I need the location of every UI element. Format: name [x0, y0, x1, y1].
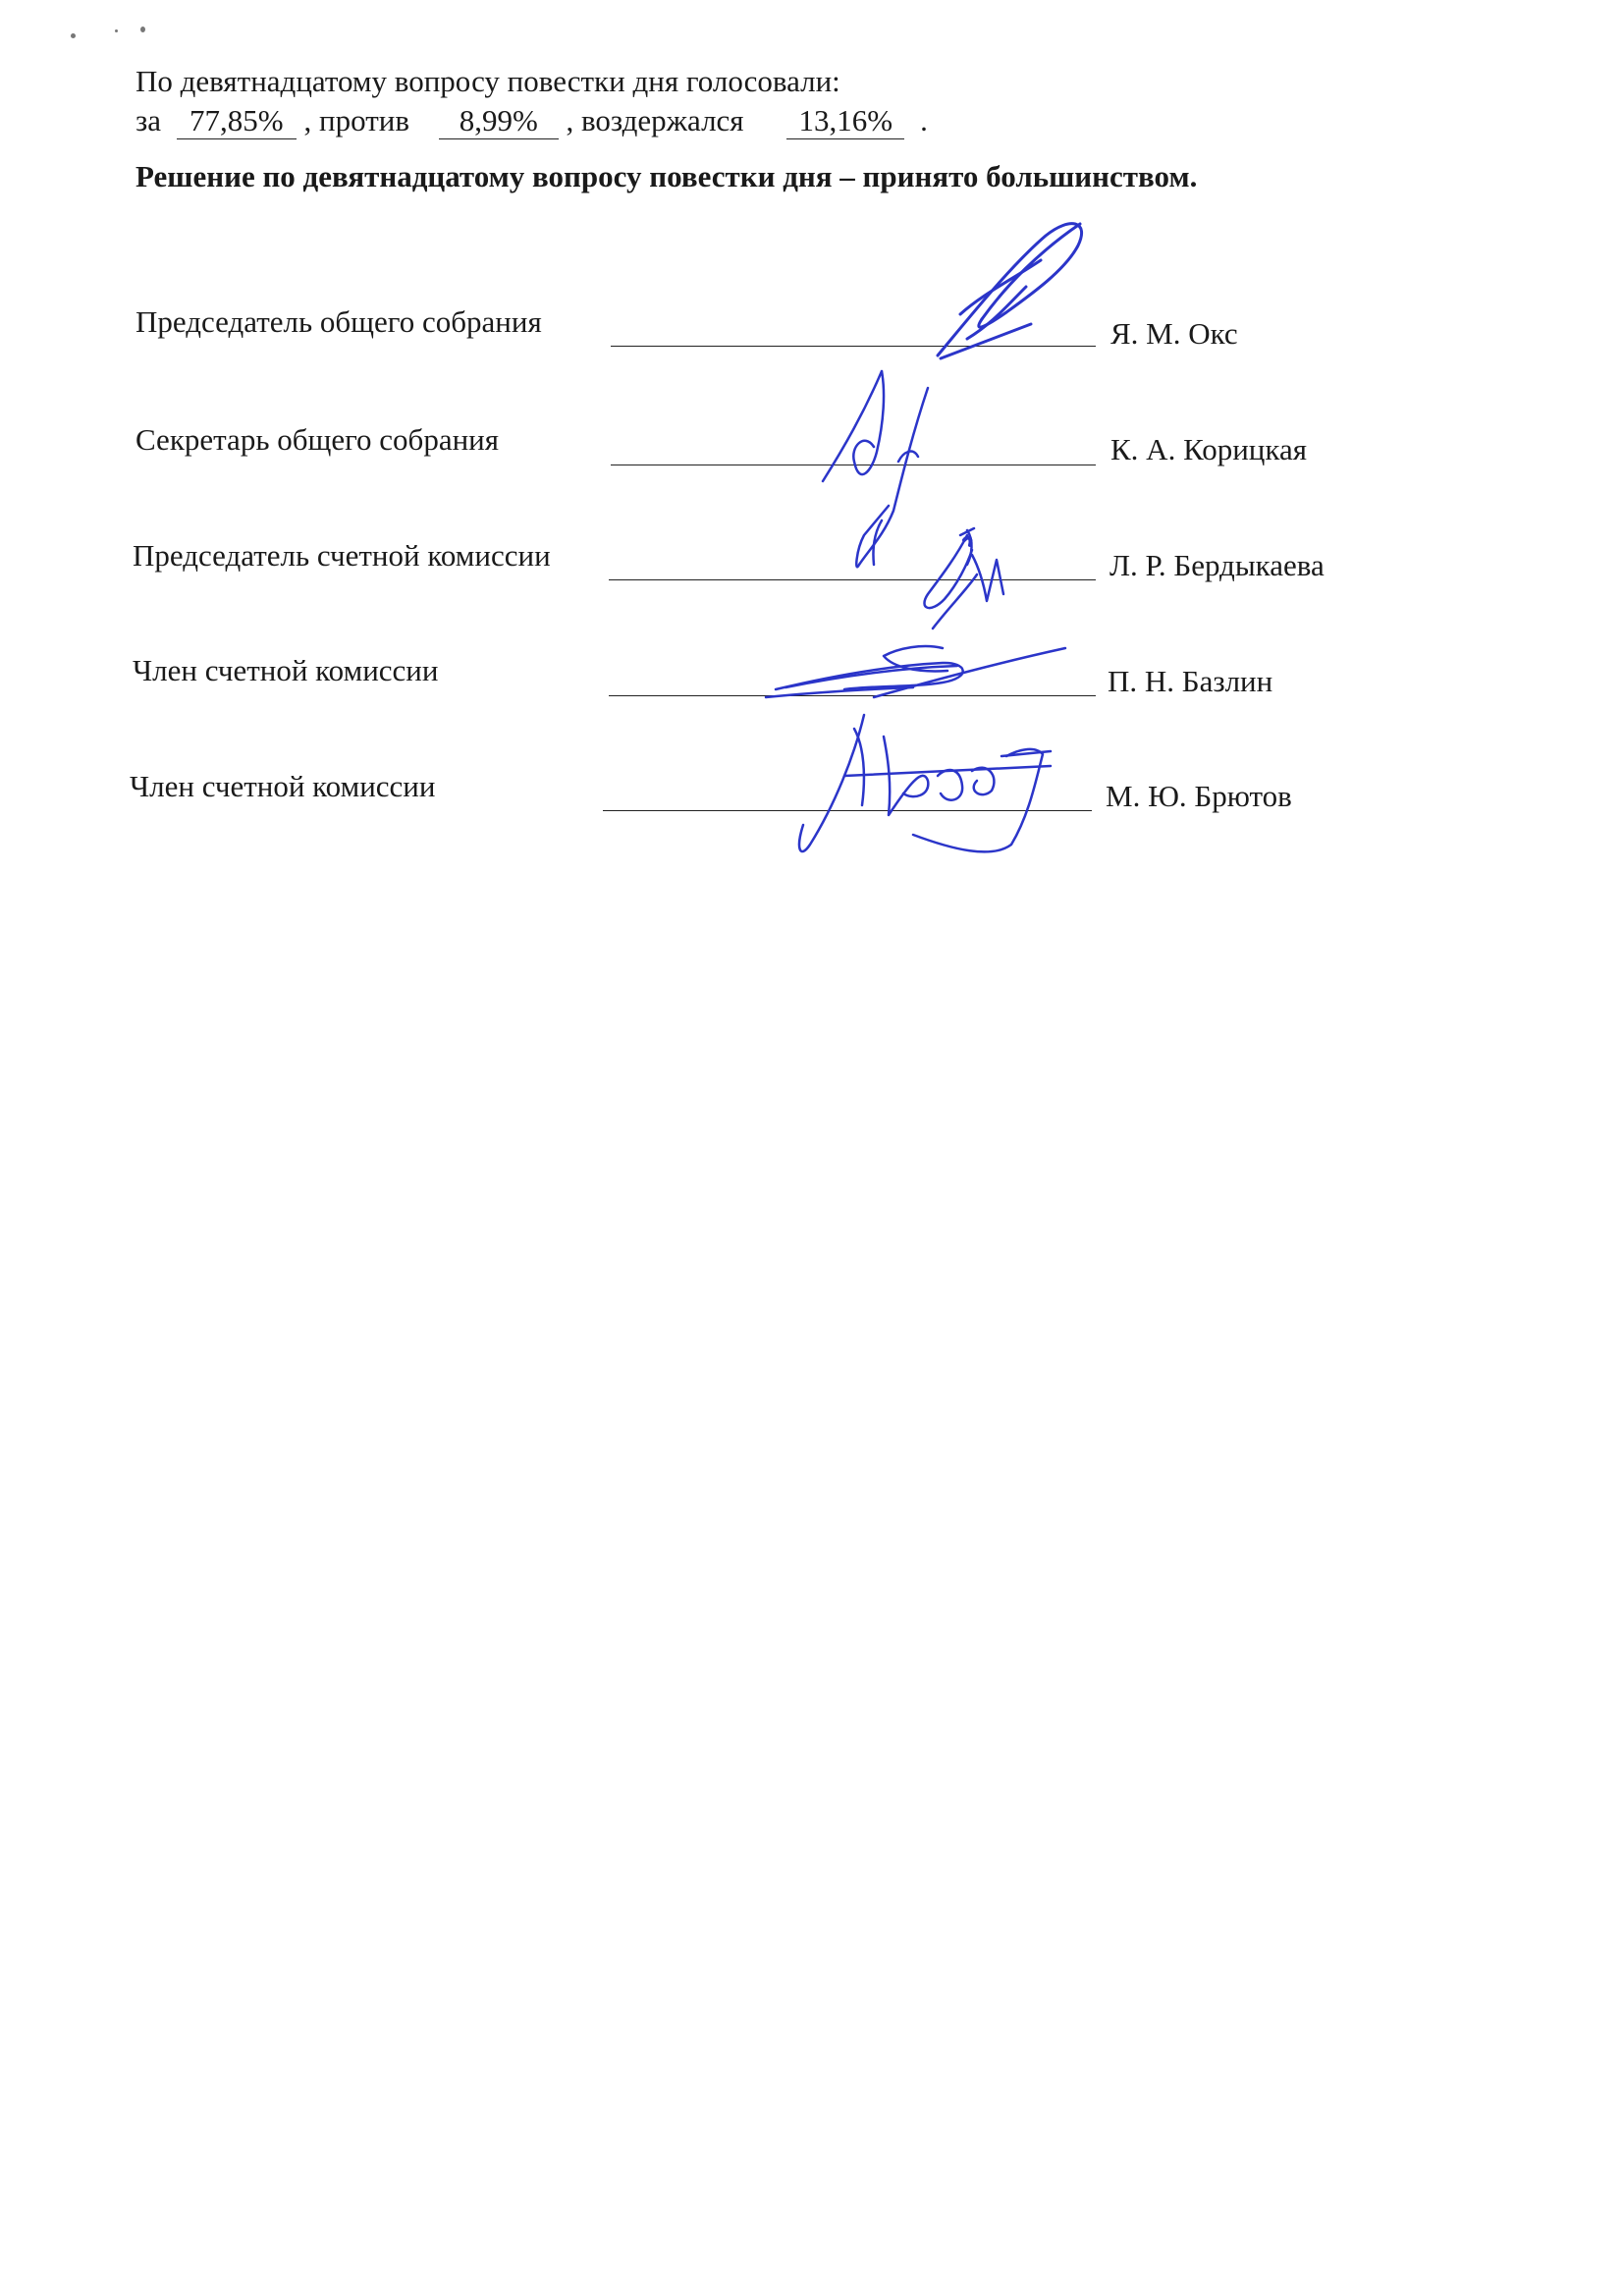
scan-speck [140, 27, 145, 32]
signatory-name: К. А. Корицкая [1110, 432, 1307, 466]
scan-speck [115, 29, 118, 32]
signatory-role: Секретарь общего собрания [135, 422, 500, 457]
signatory-role: Председатель общего собрания [135, 304, 542, 339]
signatory-name: Л. Р. Бердыкаева [1109, 548, 1325, 582]
signature-line [611, 346, 1096, 347]
scan-speck [71, 33, 76, 38]
signature-koritskaya [823, 371, 928, 567]
signatory-role: Член счетной комиссии [130, 769, 436, 803]
signature-oks [938, 224, 1082, 358]
end-mark: . [920, 103, 928, 137]
signatory-name: П. Н. Базлин [1108, 664, 1273, 698]
signature-line [603, 810, 1092, 811]
signature-line [609, 695, 1096, 696]
against-label: , против [303, 103, 409, 137]
signatory-role: Член счетной комиссии [133, 653, 439, 687]
abstained-value: 13,16% [786, 103, 904, 139]
voting-intro: По девятнадцатому вопросу повестки дня голосовали: [135, 64, 840, 98]
signature-line [609, 579, 1096, 580]
decision-statement: Решение по девятнадцатому вопросу повестки дня – принято большинством. [135, 159, 1198, 193]
signature-bryutov [799, 715, 1051, 851]
signatory-name: Я. М. Окс [1110, 316, 1238, 351]
abstained-label: , воздержался [566, 103, 744, 137]
for-value: 77,85% [177, 103, 297, 139]
signatory-name: М. Ю. Брютов [1106, 779, 1292, 813]
for-label: за [135, 103, 162, 137]
signature-bazlin [766, 574, 1065, 697]
against-value: 8,99% [439, 103, 559, 139]
signature-berdykaeva [924, 528, 1003, 608]
voting-results-line [135, 103, 928, 139]
signatory-role: Председатель счетной комиссии [133, 538, 551, 573]
